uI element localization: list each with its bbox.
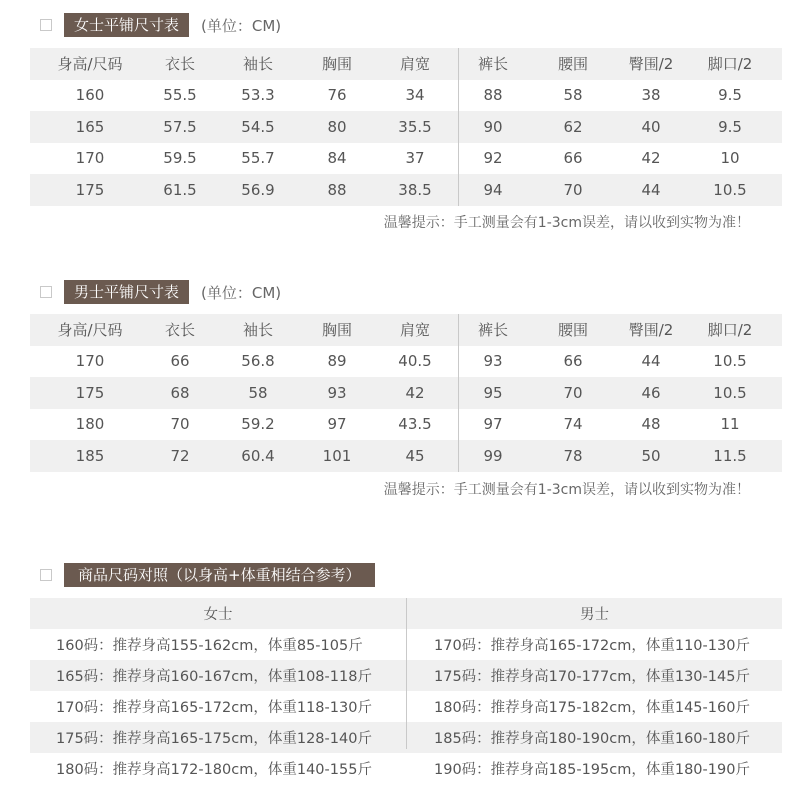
table-cell: 89: [327, 352, 347, 371]
column-header: 臀围/2: [628, 321, 674, 340]
column-divider: [406, 598, 407, 749]
size-reference-table: [30, 598, 782, 784]
women-measurement-note: 温馨提示：手工测量会有1-3cm误差，请以收到实物为准！: [383, 215, 750, 231]
size-reference-title: 商品尺码对照（以身高+体重相结合参考）: [64, 563, 375, 587]
column-header: 女士: [203, 607, 233, 623]
table-cell: 78: [563, 446, 583, 465]
women-size-table: [30, 48, 782, 206]
table-cell: 165码：推荐身高160-167cm，体重108-118斤: [56, 669, 372, 685]
table-cell: 90: [483, 117, 503, 136]
table-cell: 170: [75, 149, 105, 168]
table-cell: 175: [75, 383, 105, 402]
column-header: 肩宽: [399, 321, 430, 340]
table-cell: 11.5: [713, 446, 747, 465]
table-cell: 93: [483, 352, 503, 371]
table-cell: 170码：推荐身高165-172cm，体重110-130斤: [434, 638, 750, 654]
column-header: 脚口/2: [707, 321, 753, 340]
table-cell: 97: [327, 415, 347, 434]
table-cell: 170: [75, 352, 105, 371]
table-cell: 11: [720, 415, 740, 434]
table-cell: 42: [641, 149, 661, 168]
table-cell: 66: [563, 352, 583, 371]
table-cell: 61.5: [163, 180, 197, 199]
column-header: 袖长: [242, 321, 273, 340]
table-row: [30, 143, 782, 175]
women-section-header: [40, 13, 281, 37]
women-unit-label: (单位：CM): [201, 16, 282, 35]
table-cell: 68: [170, 383, 190, 402]
column-header: 脚口/2: [707, 55, 753, 74]
column-header: 裤长: [477, 55, 508, 74]
table-cell: 84: [327, 149, 347, 168]
reference-section-header: [40, 563, 375, 587]
table-cell: 62: [563, 117, 583, 136]
table-cell: 10.5: [713, 352, 747, 371]
table-cell: 70: [170, 415, 190, 434]
table-cell: 92: [483, 149, 503, 168]
table-row: [30, 80, 782, 112]
table-cell: 74: [563, 415, 583, 434]
table-cell: 56.9: [241, 180, 275, 199]
table-cell: 59.5: [163, 149, 197, 168]
table-cell: 175: [75, 180, 105, 199]
table-cell: 160码：推荐身高155-162cm，体重85-105斤: [56, 638, 363, 654]
table-row: [30, 174, 782, 206]
table-cell: 76: [327, 86, 347, 105]
table-cell: 160: [75, 86, 105, 105]
table-cell: 54.5: [241, 117, 275, 136]
men-size-chart-title: 男士平铺尺寸表: [64, 280, 189, 304]
table-cell: 185码：推荐身高180-190cm，体重160-180斤: [434, 731, 750, 747]
table-cell: 56.8: [241, 352, 275, 371]
table-cell: 10: [720, 149, 740, 168]
table-cell: 88: [327, 180, 347, 199]
table-cell: 59.2: [241, 415, 275, 434]
column-divider: [458, 314, 459, 472]
table-cell: 88: [483, 86, 503, 105]
women-size-chart-title: 女士平铺尺寸表: [64, 13, 189, 37]
table-cell: 38.5: [398, 180, 432, 199]
men-unit-label: (单位：CM): [201, 283, 282, 302]
table-cell: 57.5: [163, 117, 197, 136]
column-header: 袖长: [242, 55, 273, 74]
table-row: [30, 377, 782, 409]
table-cell: 93: [327, 383, 347, 402]
table-cell: 58: [248, 383, 268, 402]
column-header: 胸围: [321, 321, 352, 340]
table-cell: 42: [405, 383, 425, 402]
table-cell: 101: [322, 446, 352, 465]
table-cell: 95: [483, 383, 503, 402]
table-cell: 175码：推荐身高170-177cm，体重130-145斤: [434, 669, 750, 685]
men-section-header: [40, 280, 281, 304]
table-cell: 44: [641, 352, 661, 371]
table-cell: 70: [563, 383, 583, 402]
table-cell: 97: [483, 415, 503, 434]
table-row: [30, 409, 782, 441]
table-cell: 34: [405, 86, 425, 105]
table-cell: 170码：推荐身高165-172cm，体重118-130斤: [56, 700, 372, 716]
table-cell: 72: [170, 446, 190, 465]
table-cell: 66: [170, 352, 190, 371]
table-cell: 180: [75, 415, 105, 434]
table-cell: 175码：推荐身高165-175cm，体重128-140斤: [56, 731, 372, 747]
table-cell: 53.3: [241, 86, 275, 105]
column-header: 裤长: [477, 321, 508, 340]
table-cell: 180码：推荐身高172-180cm，体重140-155斤: [56, 762, 372, 778]
table-cell: 80: [327, 117, 347, 136]
column-header: 男士: [580, 607, 609, 623]
table-cell: 94: [483, 180, 503, 199]
checkbox-square-icon: [40, 569, 52, 581]
men-size-table: [30, 314, 782, 472]
table-cell: 46: [641, 383, 661, 402]
checkbox-square-icon: [40, 286, 52, 298]
column-header: 胸围: [321, 55, 352, 74]
table-cell: 43.5: [398, 415, 432, 434]
table-row: [30, 111, 782, 143]
table-cell: 190码：推荐身高185-195cm，体重180-190斤: [434, 762, 750, 778]
checkbox-square-icon: [40, 19, 52, 31]
table-header-row: [30, 48, 782, 80]
table-cell: 9.5: [718, 117, 742, 136]
table-cell: 9.5: [718, 86, 742, 105]
table-cell: 35.5: [398, 117, 432, 136]
men-measurement-note: 温馨提示：手工测量会有1-3cm误差，请以收到实物为准！: [383, 482, 750, 498]
table-cell: 180码：推荐身高175-182cm，体重145-160斤: [434, 700, 750, 716]
table-cell: 45: [405, 446, 425, 465]
table-cell: 55.7: [241, 149, 275, 168]
column-divider: [458, 48, 459, 206]
table-header-row: [30, 314, 782, 346]
table-cell: 44: [641, 180, 661, 199]
table-cell: 66: [563, 149, 583, 168]
column-header: 臀围/2: [628, 55, 674, 74]
table-cell: 60.4: [241, 446, 275, 465]
table-cell: 165: [75, 117, 105, 136]
table-cell: 40: [641, 117, 661, 136]
table-cell: 10.5: [713, 180, 747, 199]
table-cell: 48: [641, 415, 661, 434]
column-header: 肩宽: [399, 55, 430, 74]
table-cell: 70: [563, 180, 583, 199]
column-header: 腰围: [557, 55, 588, 74]
column-header: 身高/尺码: [57, 55, 123, 74]
table-cell: 58: [563, 86, 583, 105]
column-header: 腰围: [557, 321, 588, 340]
table-cell: 99: [483, 446, 503, 465]
table-cell: 37: [405, 149, 425, 168]
table-cell: 10.5: [713, 383, 747, 402]
table-row: [30, 440, 782, 472]
column-header: 衣长: [164, 321, 195, 340]
table-row: [30, 346, 782, 378]
table-cell: 38: [641, 86, 661, 105]
table-cell: 55.5: [163, 86, 197, 105]
table-cell: 50: [641, 446, 661, 465]
column-header: 衣长: [164, 55, 195, 74]
table-row: [30, 753, 782, 784]
column-header: 身高/尺码: [57, 321, 123, 340]
table-cell: 185: [75, 446, 105, 465]
table-cell: 40.5: [398, 352, 432, 371]
